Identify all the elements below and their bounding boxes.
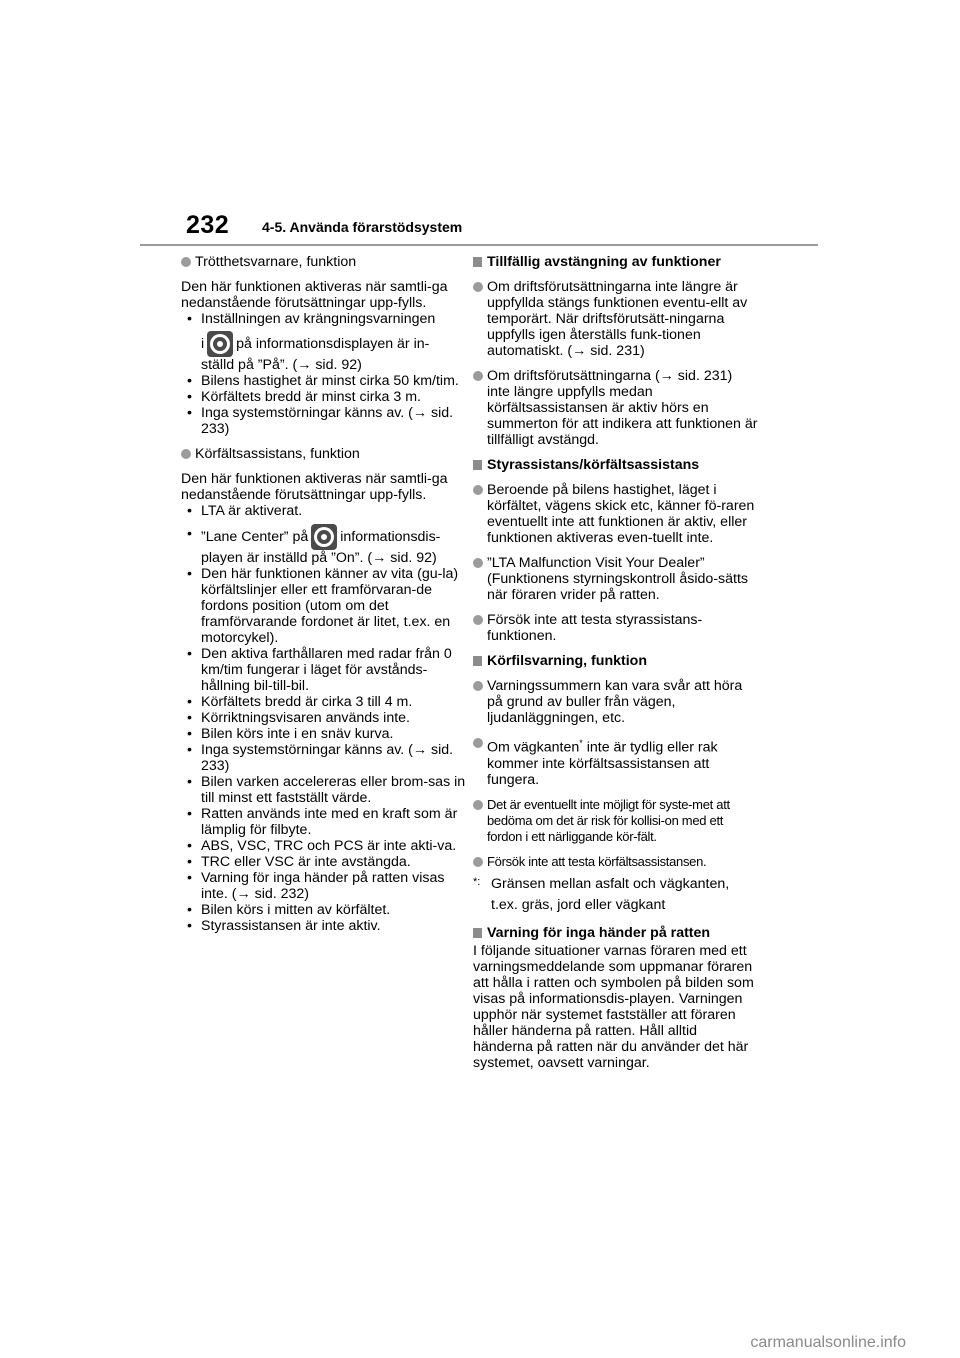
list-item: • Bilen körs i mitten av körfältet. bbox=[187, 902, 391, 918]
list-item: • Ratten används inte med en kraft som är lämplig för filbyte. bbox=[187, 806, 458, 838]
bullet-paragraph: Försök inte att testa körfältsassistansen. bbox=[473, 854, 758, 870]
list-item: • Inställningen av krängningsvarningen bbox=[187, 311, 436, 327]
list-item: playen är inställd på ”On”. (→ sid. 92) bbox=[201, 550, 437, 566]
list-item: • ”Lane Center” på informationsdis- bbox=[181, 524, 466, 550]
bullet-dot-icon bbox=[473, 371, 483, 381]
section-heading: Tillfällig avstängning av funktioner bbox=[473, 254, 758, 270]
bullet-title: Körfältsassistans, funktion bbox=[195, 446, 360, 462]
paragraph: Den här funktionen aktiveras när samtli-ga nedanstående förutsättningar upp-fylls. bbox=[181, 471, 448, 503]
list-item: • Körriktningsvisaren används inte. bbox=[187, 710, 410, 726]
bullet-dot-icon bbox=[473, 681, 483, 691]
settings-gear-icon bbox=[207, 331, 233, 357]
bullet-title: Trötthetsvarnare, funktion bbox=[195, 254, 357, 270]
bullet-dot-icon bbox=[473, 800, 483, 810]
list-item: • Den aktiva farthållaren med radar från 0 km/tim fungerar i läget för avstånds-hållning bil-till-bil. bbox=[187, 646, 452, 694]
section-heading: Styrassistans/körfältsassistans bbox=[473, 457, 758, 473]
list-item: i på informationsdisplayen är in- bbox=[181, 331, 466, 357]
right-column bbox=[473, 254, 758, 1071]
bullet-paragraph: Om driftsförutsättningarna inte längre är uppfyllda stängs funktionen eventu-ellt av temporärt. När driftsförutsätt-ningarna uppfylls igen återställs funk-tionen automatiskt. (→ sid. 231) bbox=[473, 279, 758, 359]
square-bullet-icon bbox=[473, 656, 482, 666]
list-item: • Styrassistansen är inte aktiv. bbox=[187, 918, 381, 934]
square-bullet-icon bbox=[473, 928, 482, 938]
list-item: • Inga systemstörningar känns av. (→ sid. 233) bbox=[187, 405, 454, 437]
bullet-dot-icon bbox=[473, 558, 483, 568]
section-heading: Körfilsvarning, funktion bbox=[473, 653, 758, 669]
footnote: *: Gränsen mellan asfalt och vägkanten, bbox=[473, 875, 730, 892]
bullet-dot-icon bbox=[473, 738, 483, 748]
list-item: • Körfältets bredd är cirka 3 till 4 m. bbox=[187, 694, 413, 710]
bullet-dot-icon bbox=[473, 857, 483, 867]
list-item: • Bilen varken accelereras eller brom-sas in till minst ett fastställt värde. bbox=[187, 774, 466, 806]
list-item: ställd på ”På”. (→ sid. 92) bbox=[201, 357, 362, 373]
bullet-paragraph: Det är eventuellt inte möjligt för syste-met att bedöma om det är risk för kollisi-on med ett fordon i ett närliggande kör-fält. bbox=[473, 797, 758, 845]
list-item: • ABS, VSC, TRC och PCS är inte akti-va. bbox=[187, 838, 457, 854]
list-item: • LTA är aktiverat. bbox=[187, 503, 303, 519]
header-rule bbox=[140, 244, 818, 246]
paragraph: Den här funktionen aktiveras när samtli-ga nedanstående förutsättningar upp-fylls. bbox=[181, 279, 448, 311]
bullet-dot-icon bbox=[181, 449, 191, 459]
bullet-dot-icon bbox=[473, 282, 483, 292]
paragraph: I följande situationer varnas föraren med ett varningsmeddelande som uppmanar föraren att hålla i ratten och symbolen på bilden som visas på informationsdis-playen. Varningen upphör när systemet fastställer att föraren håller händerna på ratten. Håll alltid händerna på ratten när du använder det här systemet, oavsett varningar. bbox=[473, 942, 754, 1071]
bullet-paragraph: Om vägkanten* inte är tydlig eller rak kommer inte körfältsassistansen att fungera. bbox=[473, 735, 758, 788]
bullet-dot-icon bbox=[181, 257, 191, 267]
bullet-paragraph: Om driftsförutsättningarna (→ sid. 231) inte längre uppfylls medan körfältsassistansen är aktiv hörs en summerton för att indikera att funktionen är tillfälligt avstängd. bbox=[473, 368, 758, 448]
square-bullet-icon bbox=[473, 257, 482, 267]
bullet-heading bbox=[181, 254, 466, 270]
list-item: • Bilens hastighet är minst cirka 50 km/tim. bbox=[187, 373, 459, 389]
list-item: • Inga systemstörningar känns av. (→ sid. 233) bbox=[187, 742, 454, 774]
list-item: • TRC eller VSC är inte avstängda. bbox=[187, 854, 411, 870]
bullet-dot-icon bbox=[473, 615, 483, 625]
list-item: • Körfältets bredd är minst cirka 3 m. bbox=[187, 389, 421, 405]
footnote-cont: t.ex. gräs, jord eller vägkant bbox=[491, 896, 666, 913]
bullet-heading bbox=[181, 446, 466, 462]
settings-gear-icon bbox=[311, 524, 337, 550]
page-number: 232 bbox=[186, 211, 230, 239]
bullet-dot-icon bbox=[473, 485, 483, 495]
section-heading: Varning för inga händer på ratten bbox=[473, 925, 758, 941]
left-column bbox=[181, 254, 466, 934]
list-item: • Varning för inga händer på ratten visas inte. (→ sid. 232) bbox=[187, 870, 445, 902]
watermark: carmanualsonline.info bbox=[750, 1334, 906, 1351]
bullet-paragraph: Beroende på bilens hastighet, läget i körfältet, vägens skick etc, känner fö-raren eventuellt inte att funktionen är aktiv, eller funktionen aktiveras even-tuellt inte. bbox=[473, 482, 758, 546]
list-item: • Den här funktionen känner av vita (gu-la) körfältslinjer eller ett framförvaran-de fordons position (utom om det framförvarande fordonet är litet, t.ex. en motorcykel). bbox=[187, 566, 459, 646]
bullet-paragraph: ”LTA Malfunction Visit Your Dealer” (Funktionens styrningskontroll åsido-sätts när föraren vrider på ratten. bbox=[473, 555, 758, 603]
square-bullet-icon bbox=[473, 460, 482, 470]
section-title: 4-5. Använda förarstödsystem bbox=[262, 219, 463, 235]
bullet-paragraph: Försök inte att testa styrassistans-funktionen. bbox=[473, 612, 758, 644]
bullet-paragraph: Varningssummern kan vara svår att höra på grund av buller från vägen, ljudanläggningen, etc. bbox=[473, 678, 758, 726]
list-item: • Bilen körs inte i en snäv kurva. bbox=[187, 726, 394, 742]
